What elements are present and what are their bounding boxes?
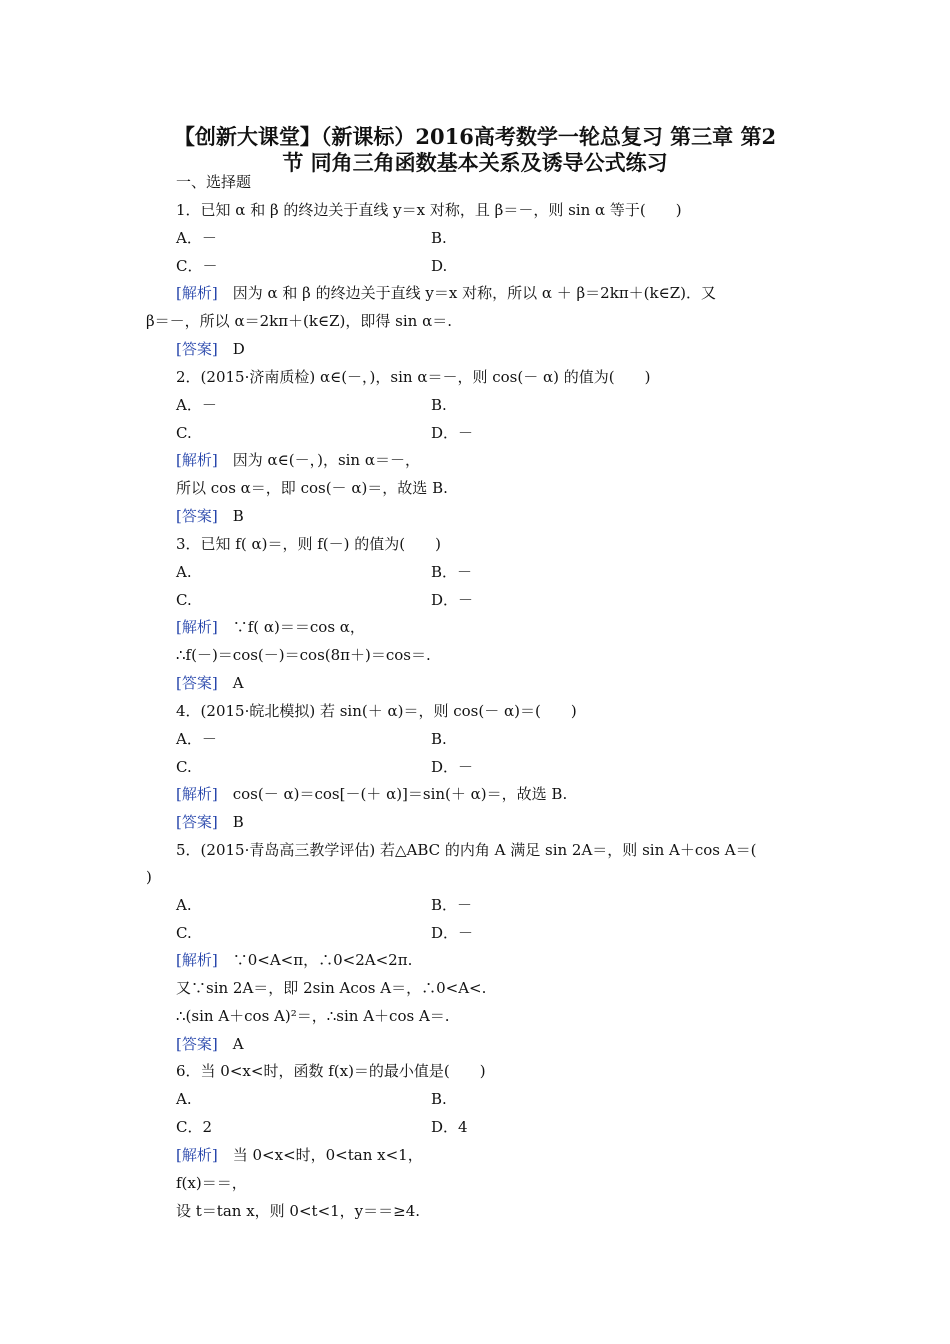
analysis-tag: [解析] bbox=[176, 1146, 218, 1164]
q3-answer bbox=[176, 673, 244, 693]
q5-option-c: C. bbox=[176, 924, 192, 942]
q1-solution-text: 因为 α 和 β 的终边关于直线 y＝x 对称，所以 α ＋ β＝2kπ＋(k∈Z)．又 bbox=[232, 284, 716, 302]
analysis-tag: [解析] bbox=[176, 284, 218, 302]
q2-option-a: A．－ bbox=[176, 396, 217, 414]
q5-answer bbox=[176, 1034, 244, 1054]
q4-solution-line-1 bbox=[176, 784, 567, 804]
q2-option-c: C. bbox=[176, 424, 192, 442]
q6-option-d: D．4 bbox=[431, 1118, 468, 1136]
q2-option-d: D．－ bbox=[431, 424, 474, 442]
q2-solution-text: 因为 α∈(－，)，sin α＝－， bbox=[232, 451, 420, 469]
q4-option-b: B. bbox=[431, 730, 447, 748]
q3-option-a: A. bbox=[176, 563, 192, 581]
q5-option-a: A. bbox=[176, 896, 192, 914]
q3-option-d: D．－ bbox=[431, 591, 474, 609]
title-line-1: 【创新大课堂】（新课标）2016高考数学一轮总复习 第三章 第2 bbox=[173, 124, 777, 149]
section-heading: 一、选择题 bbox=[176, 173, 252, 191]
q4-option-c: C. bbox=[176, 758, 192, 776]
analysis-tag: [解析] bbox=[176, 951, 218, 969]
title-line-2: 节 同角三角函数基本关系及诱导公式练习 bbox=[282, 150, 668, 175]
q2-option-b: B. bbox=[431, 396, 447, 414]
q1-answer-value: D bbox=[232, 340, 245, 358]
answer-tag: [答案] bbox=[176, 674, 218, 692]
q1-option-a: A．－ bbox=[176, 229, 217, 247]
q6-solution-line-2: f(x)＝＝， bbox=[176, 1174, 247, 1192]
answer-tag: [答案] bbox=[176, 813, 218, 831]
q4-answer-value: B bbox=[232, 813, 244, 831]
q3-solution-line-1 bbox=[176, 617, 365, 637]
q2-stem: 2．(2015·济南质检) α∈(－，)，sin α＝－，则 cos(－ α) 的值为( ) bbox=[176, 368, 651, 386]
q6-solution-text: 当 0<x<时，0<tan x<1， bbox=[232, 1146, 423, 1164]
q6-solution-line-1 bbox=[176, 1145, 423, 1165]
q4-option-d: D．－ bbox=[431, 758, 474, 776]
q1-option-b: B. bbox=[431, 229, 447, 247]
q1-stem: 1．已知 α 和 β 的终边关于直线 y＝x 对称，且 β＝－，则 sin α 等于( ) bbox=[176, 201, 682, 219]
document-title bbox=[145, 124, 805, 176]
q1-option-d: D. bbox=[431, 257, 448, 275]
q5-option-b: B．－ bbox=[431, 896, 473, 914]
q5-solution-line-2: 又∵sin 2A＝，即 2sin Acos A＝，∴0<A<. bbox=[176, 979, 487, 997]
q1-solution-line-1 bbox=[176, 283, 716, 303]
q5-solution-line-1 bbox=[176, 950, 412, 970]
q5-stem: 5．(2015·青岛高三教学评估) 若△ABC 的内角 A 满足 sin 2A＝，则 sin A＋cos A＝( bbox=[176, 841, 757, 859]
q5-stem-continued: ) bbox=[146, 868, 152, 886]
q6-stem: 6．当 0<x<时，函数 f(x)＝的最小值是( ) bbox=[176, 1062, 486, 1080]
q1-answer bbox=[176, 339, 245, 359]
q5-solution-text: ∵0<A<π，∴0<2A<2π. bbox=[232, 951, 413, 969]
q6-solution-line-3: 设 t＝tan x，则 0<t<1，y＝＝≥4. bbox=[176, 1202, 421, 1220]
analysis-tag: [解析] bbox=[176, 451, 218, 469]
q5-answer-value: A bbox=[232, 1035, 244, 1053]
q5-option-d: D．－ bbox=[431, 924, 474, 942]
q6-option-a: A. bbox=[176, 1090, 192, 1108]
analysis-tag: [解析] bbox=[176, 785, 218, 803]
q3-solution-line-2: ∴f(－)＝cos(－)＝cos(8π＋)＝cos＝. bbox=[176, 646, 431, 664]
q4-solution-text: cos(－ α)＝cos[－(＋ α)]＝sin(＋ α)＝，故选 B. bbox=[232, 785, 568, 803]
q1-solution-line-2: β＝－，所以 α＝2kπ＋(k∈Z)，即得 sin α＝. bbox=[146, 312, 452, 330]
q4-stem: 4．(2015·皖北模拟) 若 sin(＋ α)＝，则 cos(－ α)＝( ) bbox=[176, 702, 577, 720]
q2-solution-line-2: 所以 cos α＝，即 cos(－ α)＝，故选 B. bbox=[176, 479, 448, 497]
answer-tag: [答案] bbox=[176, 340, 218, 358]
q2-solution-line-1 bbox=[176, 450, 420, 470]
q2-answer-value: B bbox=[232, 507, 244, 525]
answer-tag: [答案] bbox=[176, 1035, 218, 1053]
q3-option-c: C. bbox=[176, 591, 192, 609]
q3-stem: 3．已知 f( α)＝，则 f(－) 的值为( ) bbox=[176, 535, 441, 553]
q3-option-b: B．－ bbox=[431, 563, 473, 581]
q1-option-c: C．－ bbox=[176, 257, 218, 275]
q4-option-a: A．－ bbox=[176, 730, 217, 748]
q6-option-b: B. bbox=[431, 1090, 447, 1108]
q3-answer-value: A bbox=[232, 674, 244, 692]
answer-tag: [答案] bbox=[176, 507, 218, 525]
q4-answer bbox=[176, 812, 244, 832]
q3-solution-text: ∵f( α)＝＝cos α， bbox=[232, 618, 365, 636]
analysis-tag: [解析] bbox=[176, 618, 218, 636]
q5-solution-line-3: ∴(sin A＋cos A)²＝，∴sin A＋cos A＝. bbox=[176, 1007, 450, 1025]
q2-answer bbox=[176, 506, 244, 526]
q6-option-c: C．2 bbox=[176, 1118, 213, 1136]
